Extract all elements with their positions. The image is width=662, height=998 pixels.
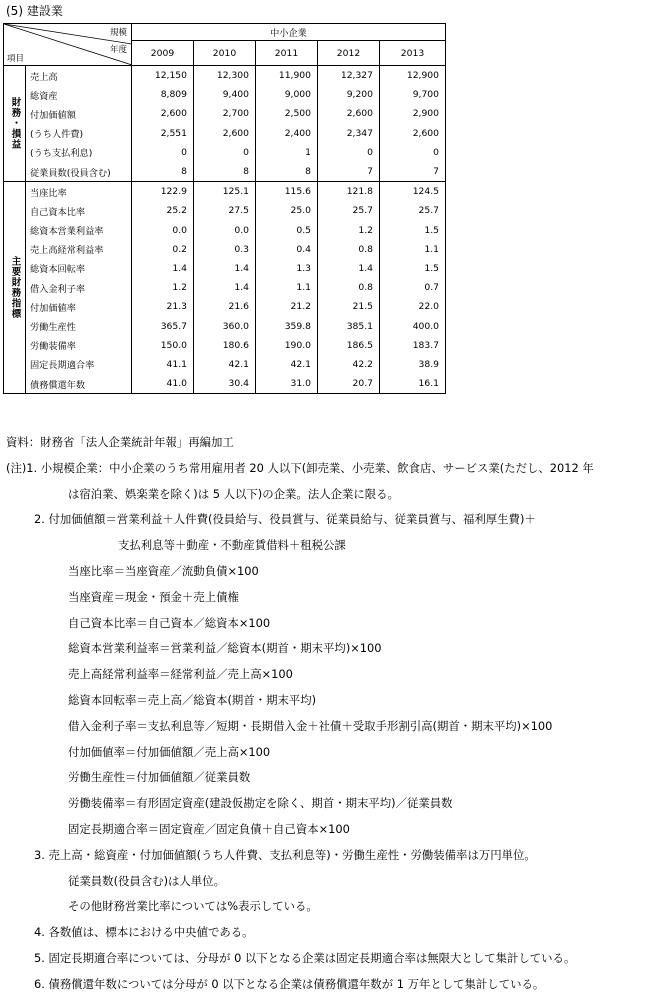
formula: 自己資本比率＝自己資本／総資本×100: [68, 615, 271, 630]
value-cell: 31.0: [256, 374, 318, 394]
formula: 労働装備率＝有形固定資産(建設仮勘定を除く、期首・期末平均)／従業員数: [68, 796, 453, 811]
row-label: 労働装備率: [26, 336, 132, 355]
value-cell: 125.1: [194, 182, 256, 202]
table-row: [4, 355, 446, 374]
value-cell: 25.7: [380, 201, 446, 220]
value-cell: 124.5: [380, 182, 446, 202]
table-row: [4, 374, 446, 394]
value-cell: 1.2: [318, 221, 380, 240]
value-cell: 150.0: [132, 336, 194, 355]
value-cell: 2,700: [194, 104, 256, 123]
value-cell: 2,600: [318, 104, 380, 123]
group-label-cell: [4, 182, 26, 394]
value-cell: 1.1: [256, 278, 318, 297]
year-header: 2012: [318, 41, 380, 66]
value-cell: 0.5: [256, 221, 318, 240]
value-cell: 180.6: [194, 336, 256, 355]
row-label: 総資産: [26, 85, 132, 104]
value-cell: 9,200: [318, 85, 380, 104]
value-cell: 1.1: [380, 240, 446, 259]
formula: 借入金利子率＝支払利息等／短期・長期借入金＋社債＋受取手形割引高(期首・期末平均)×100: [68, 718, 553, 733]
value-cell: 38.9: [380, 355, 446, 374]
value-cell: 25.2: [132, 201, 194, 220]
value-cell: 20.7: [318, 374, 380, 394]
value-cell: 115.6: [256, 182, 318, 202]
value-cell: 12,300: [194, 66, 256, 86]
row-label: 借入金利子率: [26, 278, 132, 297]
row-label: (うち人件費): [26, 124, 132, 143]
table-row: [4, 221, 446, 240]
year-header: 2013: [380, 41, 446, 66]
note-4: 4. 各数値は、標本における中央値である。: [34, 925, 254, 940]
value-cell: 42.2: [318, 355, 380, 374]
value-cell: 9,700: [380, 85, 446, 104]
value-cell: 21.6: [194, 297, 256, 316]
value-cell: 9,000: [256, 85, 318, 104]
value-cell: 2,551: [132, 124, 194, 143]
table-row: [4, 66, 446, 86]
value-cell: 8: [194, 162, 256, 182]
notes: [6, 430, 594, 998]
value-cell: 0.7: [380, 278, 446, 297]
note-2: 2. 付加価値額＝営業利益＋人件費(役員給与、役員賞与、従業員給与、従業員賞与、福利厚生費)＋: [34, 512, 536, 527]
value-cell: 190.0: [256, 336, 318, 355]
value-cell: 0: [380, 143, 446, 162]
value-cell: 0: [318, 143, 380, 162]
value-cell: 0.3: [194, 240, 256, 259]
value-cell: 30.4: [194, 374, 256, 394]
value-cell: 12,327: [318, 66, 380, 86]
value-cell: 1.4: [194, 259, 256, 278]
value-cell: 0.8: [318, 240, 380, 259]
table-row: [4, 316, 446, 335]
group-label: 財務・損益: [9, 97, 21, 150]
row-label: 労働生産性: [26, 316, 132, 335]
value-cell: 2,600: [380, 124, 446, 143]
value-cell: 8: [132, 162, 194, 182]
value-cell: 365.7: [132, 316, 194, 335]
table-row: [4, 240, 446, 259]
formula: 総資本営業利益率＝営業利益／総資本(期首・期末平均)×100: [68, 641, 382, 656]
formula: 売上高経常利益率＝経常利益／売上高×100: [68, 667, 293, 682]
value-cell: 7: [380, 162, 446, 182]
value-cell: 400.0: [380, 316, 446, 335]
scale-value: 中小企業: [132, 24, 446, 41]
table-row: [4, 85, 446, 104]
value-cell: 21.2: [256, 297, 318, 316]
table-row: [4, 124, 446, 143]
note-6: 6. 債務償還年数については分母が 0 以下となる企業は債務償還年数が 1 万年として集計している。: [34, 976, 545, 991]
table-row: [4, 259, 446, 278]
value-cell: 2,600: [132, 104, 194, 123]
value-cell: 0.2: [132, 240, 194, 259]
value-cell: 42.1: [194, 355, 256, 374]
row-label: 売上高経常利益率: [26, 240, 132, 259]
row-label: 付加価値額: [26, 104, 132, 123]
value-cell: 186.5: [318, 336, 380, 355]
table-row: [4, 201, 446, 220]
value-cell: 25.7: [318, 201, 380, 220]
value-cell: 2,347: [318, 124, 380, 143]
table-row: [4, 162, 446, 182]
value-cell: 183.7: [380, 336, 446, 355]
table-row: [4, 297, 446, 316]
table-row: [4, 104, 446, 123]
value-cell: 2,900: [380, 104, 446, 123]
scale-label: 規模: [109, 28, 127, 38]
source-note: 資料：財務省「法人企業統計年報」再編加工: [6, 435, 234, 449]
value-cell: 9,400: [194, 85, 256, 104]
note-3-cont: 従業員数(役員含む)は人単位。: [68, 873, 225, 888]
value-cell: 1.5: [380, 221, 446, 240]
row-label: (うち支払利息): [26, 143, 132, 162]
table-row: [4, 182, 446, 202]
value-cell: 1.4: [132, 259, 194, 278]
row-label: 付加価値率: [26, 297, 132, 316]
value-cell: 359.8: [256, 316, 318, 335]
group-label: 主要財務指標: [9, 256, 21, 320]
row-label: 当座比率: [26, 182, 132, 202]
value-cell: 25.0: [256, 201, 318, 220]
formula: 総資本回転率＝売上高／総資本(期首・期末平均): [68, 692, 317, 707]
note-5: 5. 固定長期適合率については、分母が 0 以下となる企業は固定長期適合率は無限大として集計している。: [34, 950, 576, 965]
row-label: 自己資本比率: [26, 201, 132, 220]
value-cell: 122.9: [132, 182, 194, 202]
value-cell: 1.4: [318, 259, 380, 278]
row-label: 総資本回転率: [26, 259, 132, 278]
year-header: 2011: [256, 41, 318, 66]
value-cell: 41.0: [132, 374, 194, 394]
value-cell: 8,809: [132, 85, 194, 104]
value-cell: 16.1: [380, 374, 446, 394]
value-cell: 8: [256, 162, 318, 182]
value-cell: 0.8: [318, 278, 380, 297]
table-row: [4, 278, 446, 297]
financial-table: [3, 23, 446, 394]
value-cell: 11,900: [256, 66, 318, 86]
row-label: 従業員数(役員含む): [26, 162, 132, 182]
value-cell: 1.3: [256, 259, 318, 278]
value-cell: 2,500: [256, 104, 318, 123]
row-label: 売上高: [26, 66, 132, 86]
value-cell: 0: [194, 143, 256, 162]
value-cell: 1.2: [132, 278, 194, 297]
formula: 当座比率＝当座資産／流動負債×100: [68, 563, 259, 578]
row-label: 債務償還年数: [26, 374, 132, 394]
value-cell: 0: [132, 143, 194, 162]
note-3: 3. 売上高・総資産・付加価値額(うち人件費、支払利息等)・労働生産性・労働装備率は万円単位。: [34, 847, 536, 862]
formula: 労働生産性＝付加価値額／従業員数: [68, 770, 251, 785]
value-cell: 1.4: [194, 278, 256, 297]
formula: 付加価値率＝付加価値額／売上高×100: [68, 744, 271, 759]
value-cell: 27.5: [194, 201, 256, 220]
year-header: 2009: [132, 41, 194, 66]
year-header: 2010: [194, 41, 256, 66]
note-3-cont: その他財務営業比率については%表示している。: [68, 899, 318, 914]
value-cell: 12,150: [132, 66, 194, 86]
value-cell: 12,900: [380, 66, 446, 86]
value-cell: 121.8: [318, 182, 380, 202]
value-cell: 0.4: [256, 240, 318, 259]
value-cell: 0.0: [194, 221, 256, 240]
row-label: 固定長期適合率: [26, 355, 132, 374]
value-cell: 21.5: [318, 297, 380, 316]
value-cell: 2,400: [256, 124, 318, 143]
value-cell: 0.0: [132, 221, 194, 240]
note-1: (注)1. 小規模企業：中小企業のうち常用雇用者 20 人以下(卸売業、小売業、飲食店、サービス業(ただし、2012 年: [6, 460, 594, 475]
value-cell: 22.0: [380, 297, 446, 316]
value-cell: 1.5: [380, 259, 446, 278]
value-cell: 41.1: [132, 355, 194, 374]
value-cell: 385.1: [318, 316, 380, 335]
value-cell: 2,600: [194, 124, 256, 143]
item-label: 項目: [7, 54, 25, 64]
table-row: [4, 336, 446, 355]
table-row: [4, 143, 446, 162]
formula: 固定長期適合率＝固定資産／固定負債＋自己資本×100: [68, 821, 350, 836]
group-label-cell: [4, 66, 26, 182]
value-cell: 42.1: [256, 355, 318, 374]
note-2-cont: 支払利息等＋動産・不動産賃借料＋租税公課: [118, 538, 346, 553]
value-cell: 360.0: [194, 316, 256, 335]
row-label: 総資本営業利益率: [26, 221, 132, 240]
year-label: 年度: [109, 45, 127, 55]
value-cell: 21.3: [132, 297, 194, 316]
value-cell: 7: [318, 162, 380, 182]
value-cell: 1: [256, 143, 318, 162]
formula: 当座資産＝現金・預金＋売上債権: [68, 589, 239, 604]
note-1-cont: は宿泊業、娯楽業を除く)は 5 人以下)の企業。法人企業に限る。: [68, 486, 399, 501]
section-title: (5) 建設業: [6, 4, 63, 18]
header-diagonal-cell: [4, 24, 132, 66]
